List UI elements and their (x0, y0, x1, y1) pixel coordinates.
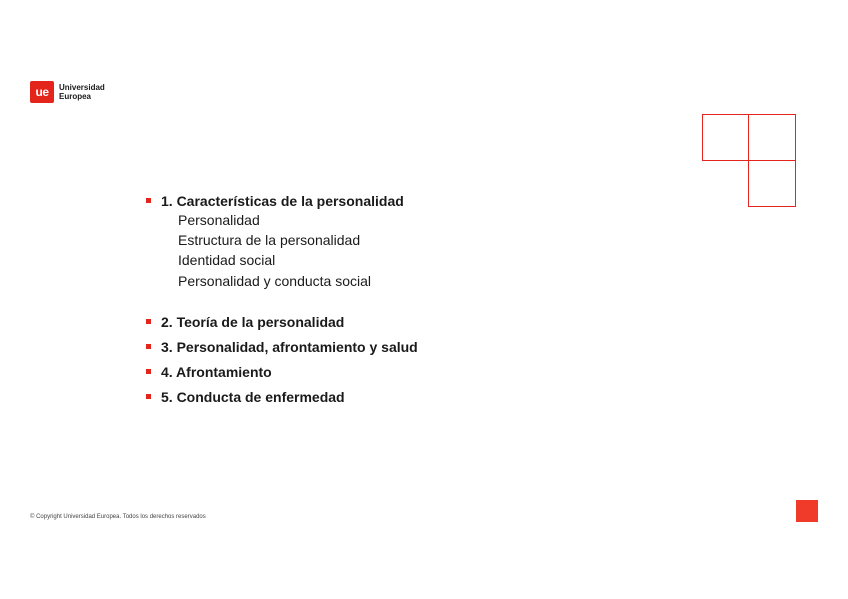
logo-mark: ue (30, 81, 54, 103)
decorative-square (748, 114, 796, 161)
copyright-notice: © Copyright Universidad Europea. Todos los derechos reservados (30, 514, 206, 520)
bullet-icon (146, 198, 151, 203)
logo-line-1: Universidad (59, 83, 105, 92)
decorative-square (702, 114, 749, 161)
table-of-contents (146, 192, 666, 406)
bullet-icon (146, 394, 151, 399)
university-logo (30, 81, 105, 103)
logo-line-2: Europea (59, 92, 92, 101)
toc-item-4 (146, 363, 666, 381)
toc-subitem: Personalidad (178, 212, 260, 228)
toc-item-label: 5. Conducta de enfermedad (161, 389, 345, 405)
toc-item-3 (146, 338, 666, 356)
bullet-icon (146, 319, 151, 324)
logo-text (59, 83, 105, 101)
toc-subitem: Identidad social (178, 252, 276, 268)
toc-item-label: 1. Características de la personalidad (161, 193, 404, 209)
toc-item-5 (146, 388, 666, 406)
toc-item-2 (146, 313, 666, 331)
bullet-icon (146, 344, 151, 349)
corner-accent-square (796, 500, 818, 522)
toc-item-1 (146, 192, 666, 210)
toc-item-label: 4. Afrontamiento (161, 364, 272, 380)
toc-subitem: Estructura de la personalidad (178, 232, 361, 248)
bullet-icon (146, 369, 151, 374)
decorative-square (748, 160, 796, 207)
toc-item-label: 3. Personalidad, afrontamiento y salud (161, 339, 418, 355)
toc-subitem: Personalidad y conducta social (178, 273, 372, 289)
toc-item-label: 2. Teoría de la personalidad (161, 314, 345, 330)
